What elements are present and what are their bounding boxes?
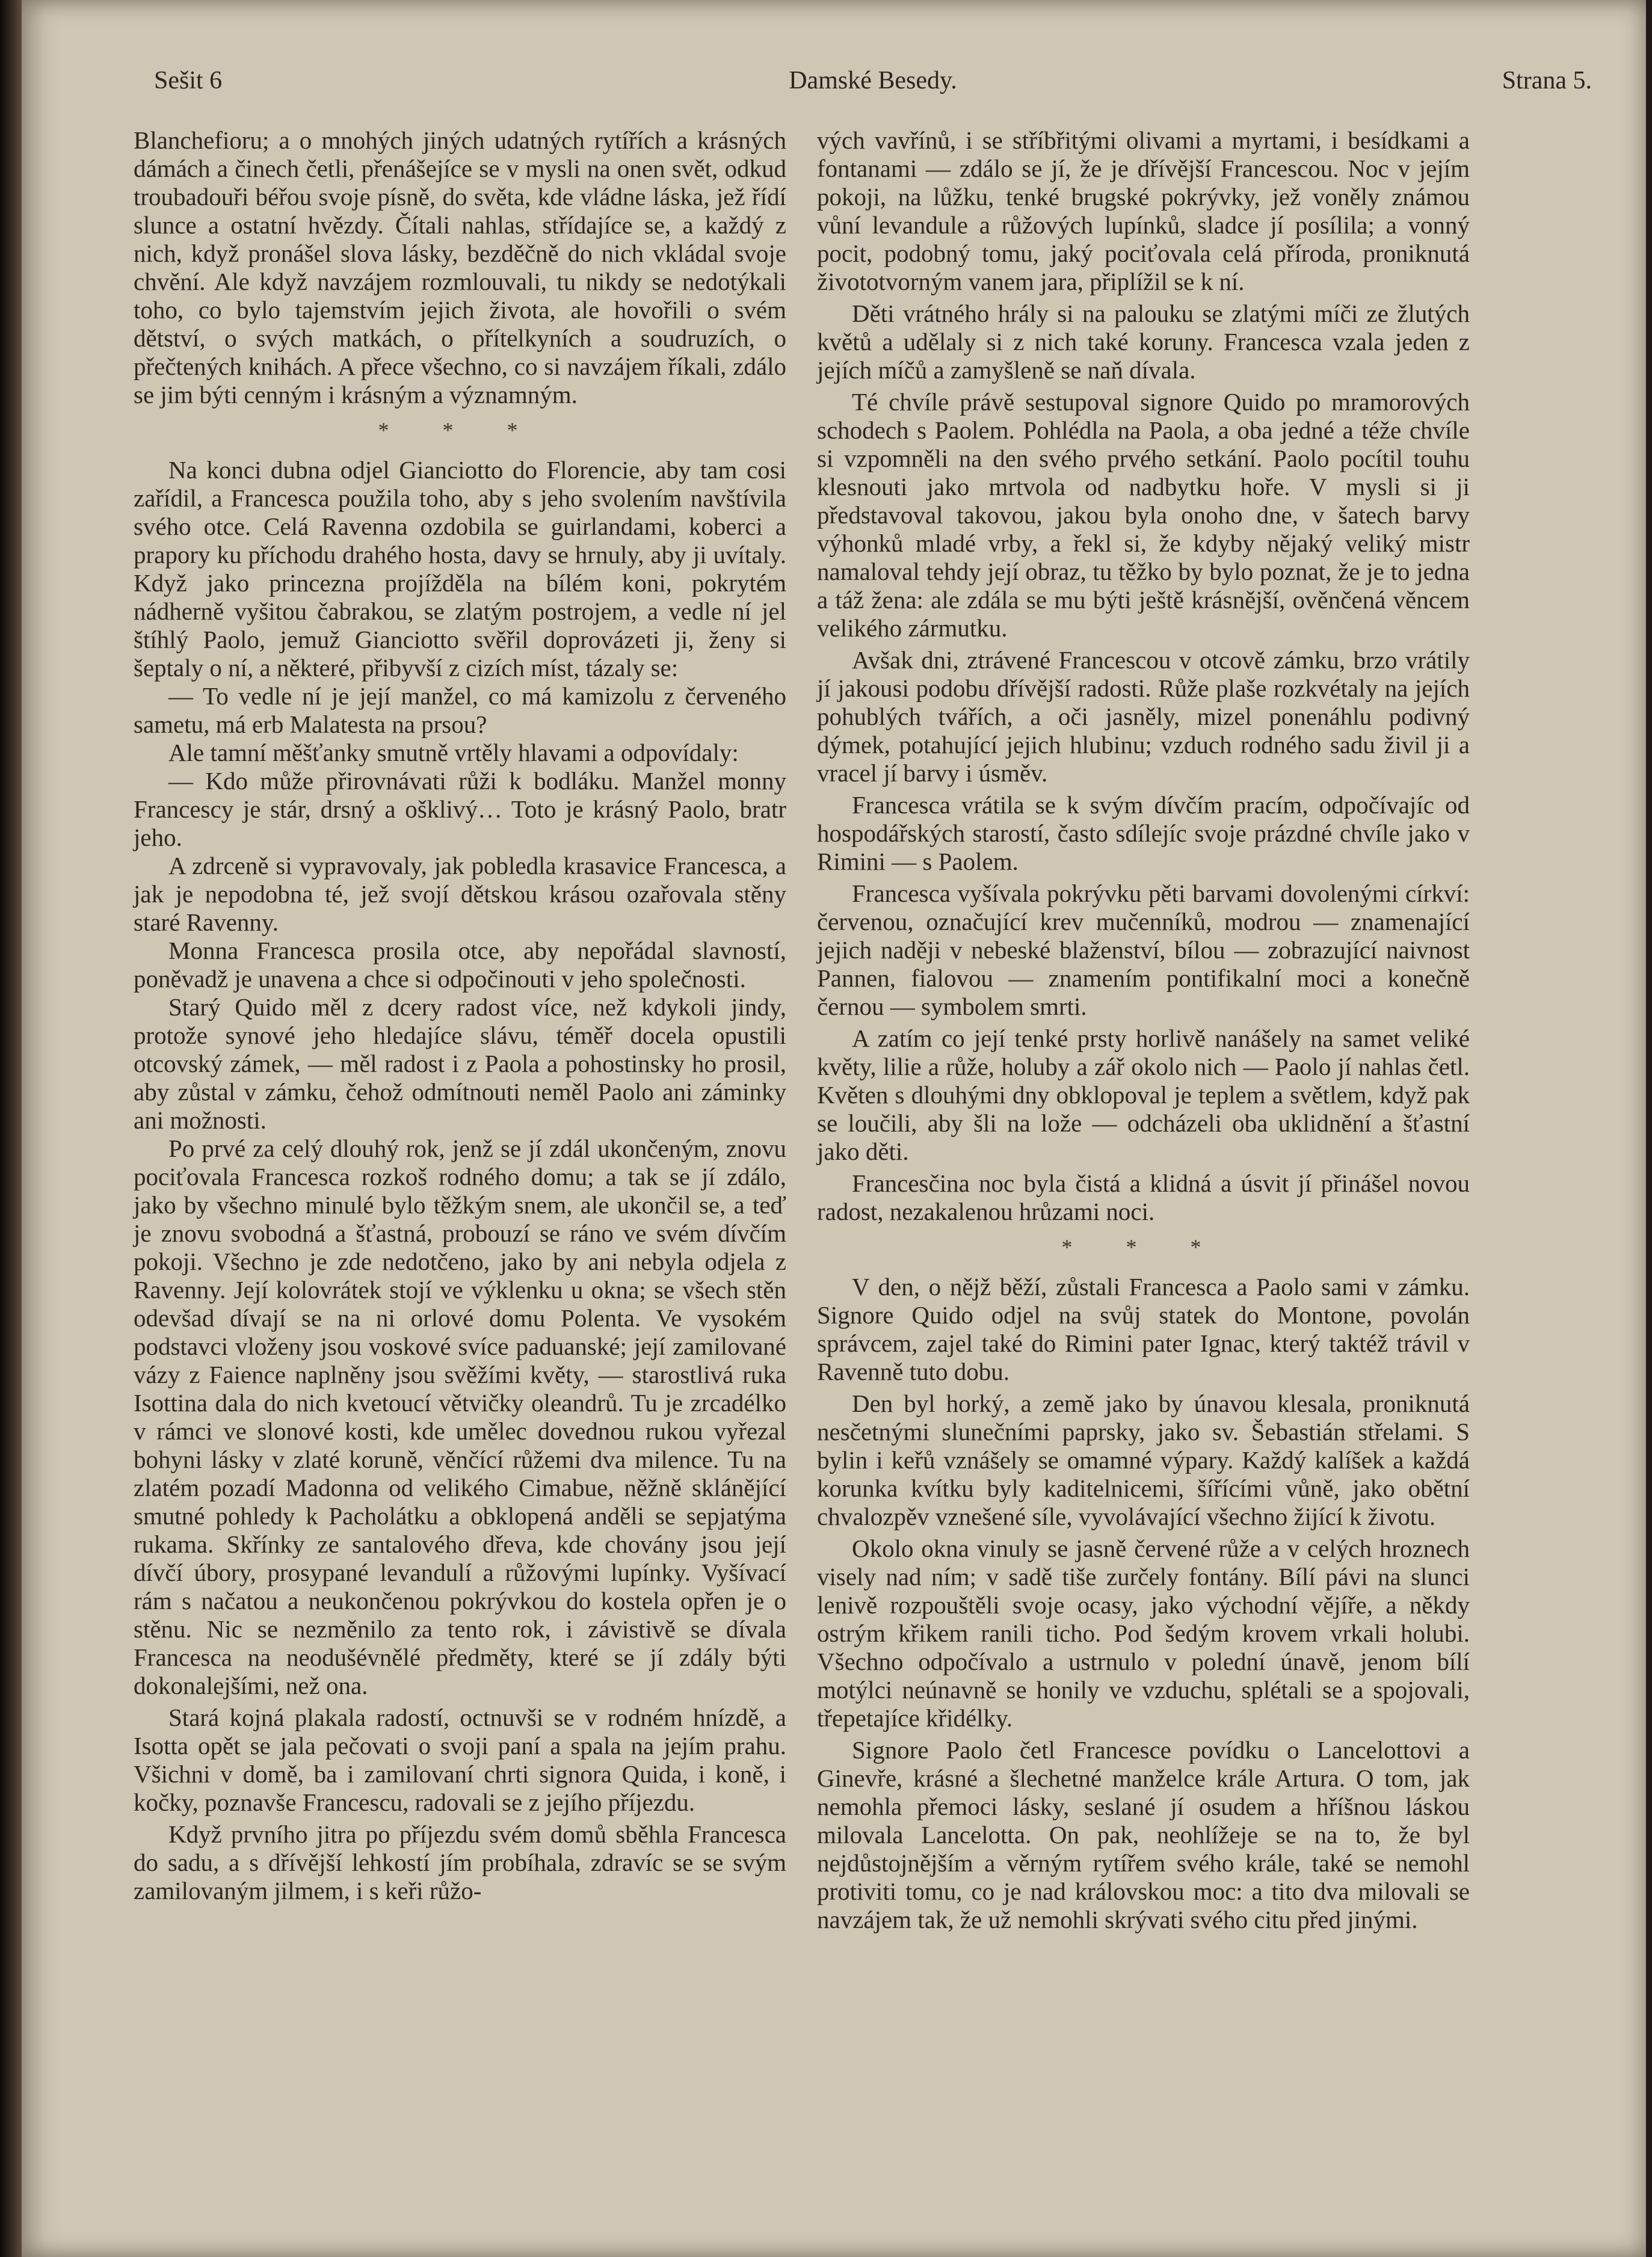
- issue-number: Sešit 6: [154, 67, 223, 94]
- paragraph: Na konci dubna odjel Gianciotto do Florencie, aby tam cosi zařídil, a Francesca použila toho, aby s jeho svolením navštívila svého otce. Celá Ravenna ozdobila se guirlandami, koberci a prapory ku příchodu drahého hosta, davy se hrnuly, aby ji uvítaly. Když jako princezna projížděla na bílém koni, pokrytém nádherně vyšitou čabrakou, se zlatým postrojem, a vedle ní jel štíhlý Paolo, jemuž Gianciotto svěřil doprovázeti ji, ženy si šeptaly o ní, a některé, přibyvší z cizích míst, tázaly se:: [134, 456, 786, 682]
- paragraph: Ale tamní měšťanky smutně vrtěly hlavami a odpovídaly:: [168, 739, 739, 766]
- right-column: [817, 126, 1470, 1934]
- left-column: [134, 126, 786, 1905]
- paragraph: Blanchefioru; a o mnohých jiných udatných rytířích a krásných dámách a činech četli, přenášejíce se v mysli na onen svět, odkud troubadouři béřou svoje písně, do světa, kde vládne láska, jež řídí slunce a ostatní hvězdy. Čítali nahlas, střídajíce se, a každý z nich, když pronášel slova lásky, bezděčně do nich vkládal svoje chvění. Ale když navzájem rozmlouvali, tu nikdy se nedotýkali toho, co bylo tajemstvím jejich života, ale hovořili o svém dětství, o svých matkách, o přítelkyních a soudruzích, o přečtených knihách. A přece všechno, co si navzájem říkali, zdálo se jim býti cenným i krásným a významným.: [134, 126, 786, 408]
- book-binding-edge: [0, 0, 22, 2257]
- paragraph: Děti vrátného hrály si na palouku se zlatými míči ze žlutých květů a udělaly si z nich také koruny. Francesca vzala jeden z jejích míčů a zamyšleně se naň dívala.: [817, 300, 1470, 384]
- paragraph: Když prvního jitra po příjezdu svém domů sběhla Francesca do sadu, a s dřívější lehkostí jím probíhala, zdravíc se se svým zamilovaným jilmem, i s keři růžo-: [134, 1820, 786, 1904]
- section-separator: * * *: [1061, 1235, 1225, 1259]
- paragraph: Té chvíle právě sestupoval signore Quido po mramorových schodech s Paolem. Pohlédla na Paola, a oba jedné a téže chvíle si vzpomněli na den svého prvého setkání. Paolo pocítil touhu klesnouti jako mrtvola od nadbytku hoře. V mysli si ji představoval takovou, jakou byla onoho dne, v šatech barvy výhonků mladé vrby, a řekl si, že kdyby nějaký veliký mistr namaloval tehdy její obraz, tu těžko by bylo poznat, že je to jedna a táž žena: ale zdála se mu býti ještě krásnější, ověnčená věncem velikého zármutku.: [817, 388, 1470, 642]
- paragraph: Francesca vrátila se k svým dívčím pracím, odpočívajíc od hospodářských starostí, často sdílejíc svoje prázdné chvíle jako v Rimini — s Paolem.: [817, 791, 1470, 875]
- paragraph: Po prvé za celý dlouhý rok, jenž se jí zdál ukončeným, znovu pociťovala Francesca rozkoš rodného domu; a tak se jí zdálo, jako by všechno minulé bylo těžkým snem, ale ukončil se, a teď je znovu svobodná a šťastná, probouzí se ráno ve svém dívčím pokoji. Všechno je zde nedotčeno, jako by ani nebyla odjela z Ravenny. Její kolovrátek stojí ve výklenku u okna; se všech stěn odevšad dívají se na ni orlové domu Polenta. Ve vysokém podstavci vloženy jsou voskové svíce paduanské; její zamilované vázy z Faience naplněny jsou svěžími květy, — starostlivá ruka Isottina dala do nich kvetoucí větvičky oleandrů. Tu je zrcadélko v rámci ve slonové kosti, kde umělec dovednou rukou vyřezal bohyni lásky v zlaté koruně, věnčící růžemi dva milence. Tu na zlatém pozadí Madonna od velikého Cimabue, něžně sklánějící smutné pohledy k Pacholátku a obklopená anděli se sepjatýma rukama. Skřínky ze santalového dřeva, kde chovány jsou její dívčí úbory, prosypané levandulí a růžovými lupínky. Vyšívací rám s načatou a neukončenou pokrývkou do kostela opřen je o stěnu. Nic se nezměnilo za tento rok, i závistivě se dívala Francesca na neodušévnělé předměty, které se jí zdály býti dokonalejšími, než ona.: [134, 1135, 786, 1699]
- paragraph: A zdrceně si vypravovaly, jak pobledla krasavice Francesca, a jak je nepodobna té, jež svojí dětskou krásou ozařovala stěny staré Ravenny.: [134, 852, 786, 936]
- paragraph: vých vavřínů, i se stříbřitými olivami a myrtami, i besídkami a fontanami — zdálo se jí, že je dřívější Francescou. Noc v jejím pokoji, na lůžku, tenké brugské pokrývky, jež voněly známou vůní levandule a růžových lupínků, sladce jí posílila; a vonný pocit, podobný tomu, jaký pociťovala celá příroda, proniknutá živototvorným vanem jara, připlížil se k ní.: [817, 126, 1470, 295]
- paragraph: A zatím co její tenké prsty horlivě nanášely na samet veliké květy, lilie a růže, holuby a zář okolo nich — Paolo jí nahlas četl. Květen s dlouhými dny obklopoval je teplem a světlem, když pak se loučili, aby šli na lože — odcházeli oba uklidnění a šťastní jako děti.: [817, 1024, 1470, 1165]
- paragraph: Monna Francesca prosila otce, aby nepořádal slavností, poněvadž je unavena a chce si odpočinouti v jeho společnosti.: [134, 937, 786, 993]
- paragraph: V den, o nějž běží, zůstali Francesca a Paolo sami v zámku. Signore Quido odjel na svůj statek do Montone, povolán správcem, zajel také do Rimini pater Ignac, který taktéž trávil v Ravenně tuto dobu.: [817, 1273, 1470, 1385]
- paragraph: Francesčina noc byla čistá a klidná a úsvit jí přinášel novou radost, nezakalenou hrůzami noci.: [817, 1169, 1470, 1225]
- paragraph: Francesca vyšívala pokrývku pěti barvami dovolenými církví: červenou, označující krev mučenníků, modrou — znamenající jejich naději v nebeské blaženství, bílou — zobrazující naivnost Pannen, fialovou — znamením pontifikalní moci a konečně černou — symbolem smrti.: [817, 879, 1470, 1020]
- paragraph: Stará kojná plakala radostí, octnuvši se v rodném hnízdě, a Isotta opět se jala pečovati o svoji paní a spala na jejím prahu. Všichni v domě, ba i zamilovaní chrti signora Quida, i koně, i kočky, poznavše Francescu, radovali se z jejího příjezdu.: [134, 1704, 786, 1816]
- section-separator: * * *: [378, 418, 542, 442]
- paragraph: Okolo okna vinuly se jasně červené růže a v celých hroznech visely nad ním; v sadě tiše zurčely fontány. Bílí pávi na slunci lenivě rozpouštěli svoje ocasy, jako východní vějíře, a někdy ostrým křikem ranili ticho. Pod šedým krovem vrkali holubi. Všechno odpočívalo a ustrnulo v polední únavě, jenom bílí motýlci neúnavně se honily ve vzduchu, splétali se a spojovali, třepetajíce křidélky.: [817, 1535, 1470, 1732]
- page-header: [154, 66, 1592, 108]
- paragraph: Avšak dni, ztrávené Francescou v otcově zámku, brzo vrátily jí jakousi podobu dřívější radosti. Růže plaše rozkvétaly na jejích pohublých tvářích, a oči jasněly, mizel ponenáhlu podivný dýmek, potahující jejich hlubinu; vzduch rodného sadu živil ji a vracel jí barvy i úsměv.: [817, 646, 1470, 787]
- page-number: Strana 5.: [1502, 67, 1592, 94]
- magazine-title: Damské Besedy.: [789, 67, 957, 94]
- paragraph: — Kdo může přirovnávati růži k bodláku. Manžel monny Francescy je stár, drsný a ošklivý… Toto je krásný Paolo, bratr jeho.: [134, 767, 786, 851]
- paragraph: — To vedle ní je její manžel, co má kamizolu z červeného sametu, má erb Malatesta na prsou?: [134, 682, 786, 738]
- paragraph: Signore Paolo četl Francesce povídku o Lancelottovi a Ginevře, krásné a šlechetné manželce krále Artura. O tom, jak nemohla přemoci lásky, seslané jí osudem a hříšnou láskou milovala Lancelotta. On pak, neohlížeje se na to, že byl nejdůstojnějším a věrným rytířem svého krále, také se nemohl protiviti tomu, co je nad královskou moc: a tito dva milovali se navzájem tak, že už nemohli skrývati svého citu před jinými.: [817, 1736, 1470, 1933]
- paragraph: Den byl horký, a země jako by únavou klesala, proniknutá nesčetnými slunečními paprsky, jako sv. Šebastián střelami. S bylin i keřů vznášely se omamné výpary. Každý kalíšek a každá korunka kvítku byly kaditelnicemi, šířícími vůně, jako obětní chvalozpěv vznešené síle, vyvolávající všechno žijící k životu.: [817, 1390, 1470, 1530]
- paragraph: Starý Quido měl z dcery radost více, než kdykoli jindy, protože synové jeho hledajíce slávu, téměř docela opustili otcovský zámek, — měl radost i z Paola a pohostinsky ho prosil, aby zůstal v zámku, čehož odmítnouti neměl Paolo ani záminky ani možnosti.: [134, 993, 786, 1134]
